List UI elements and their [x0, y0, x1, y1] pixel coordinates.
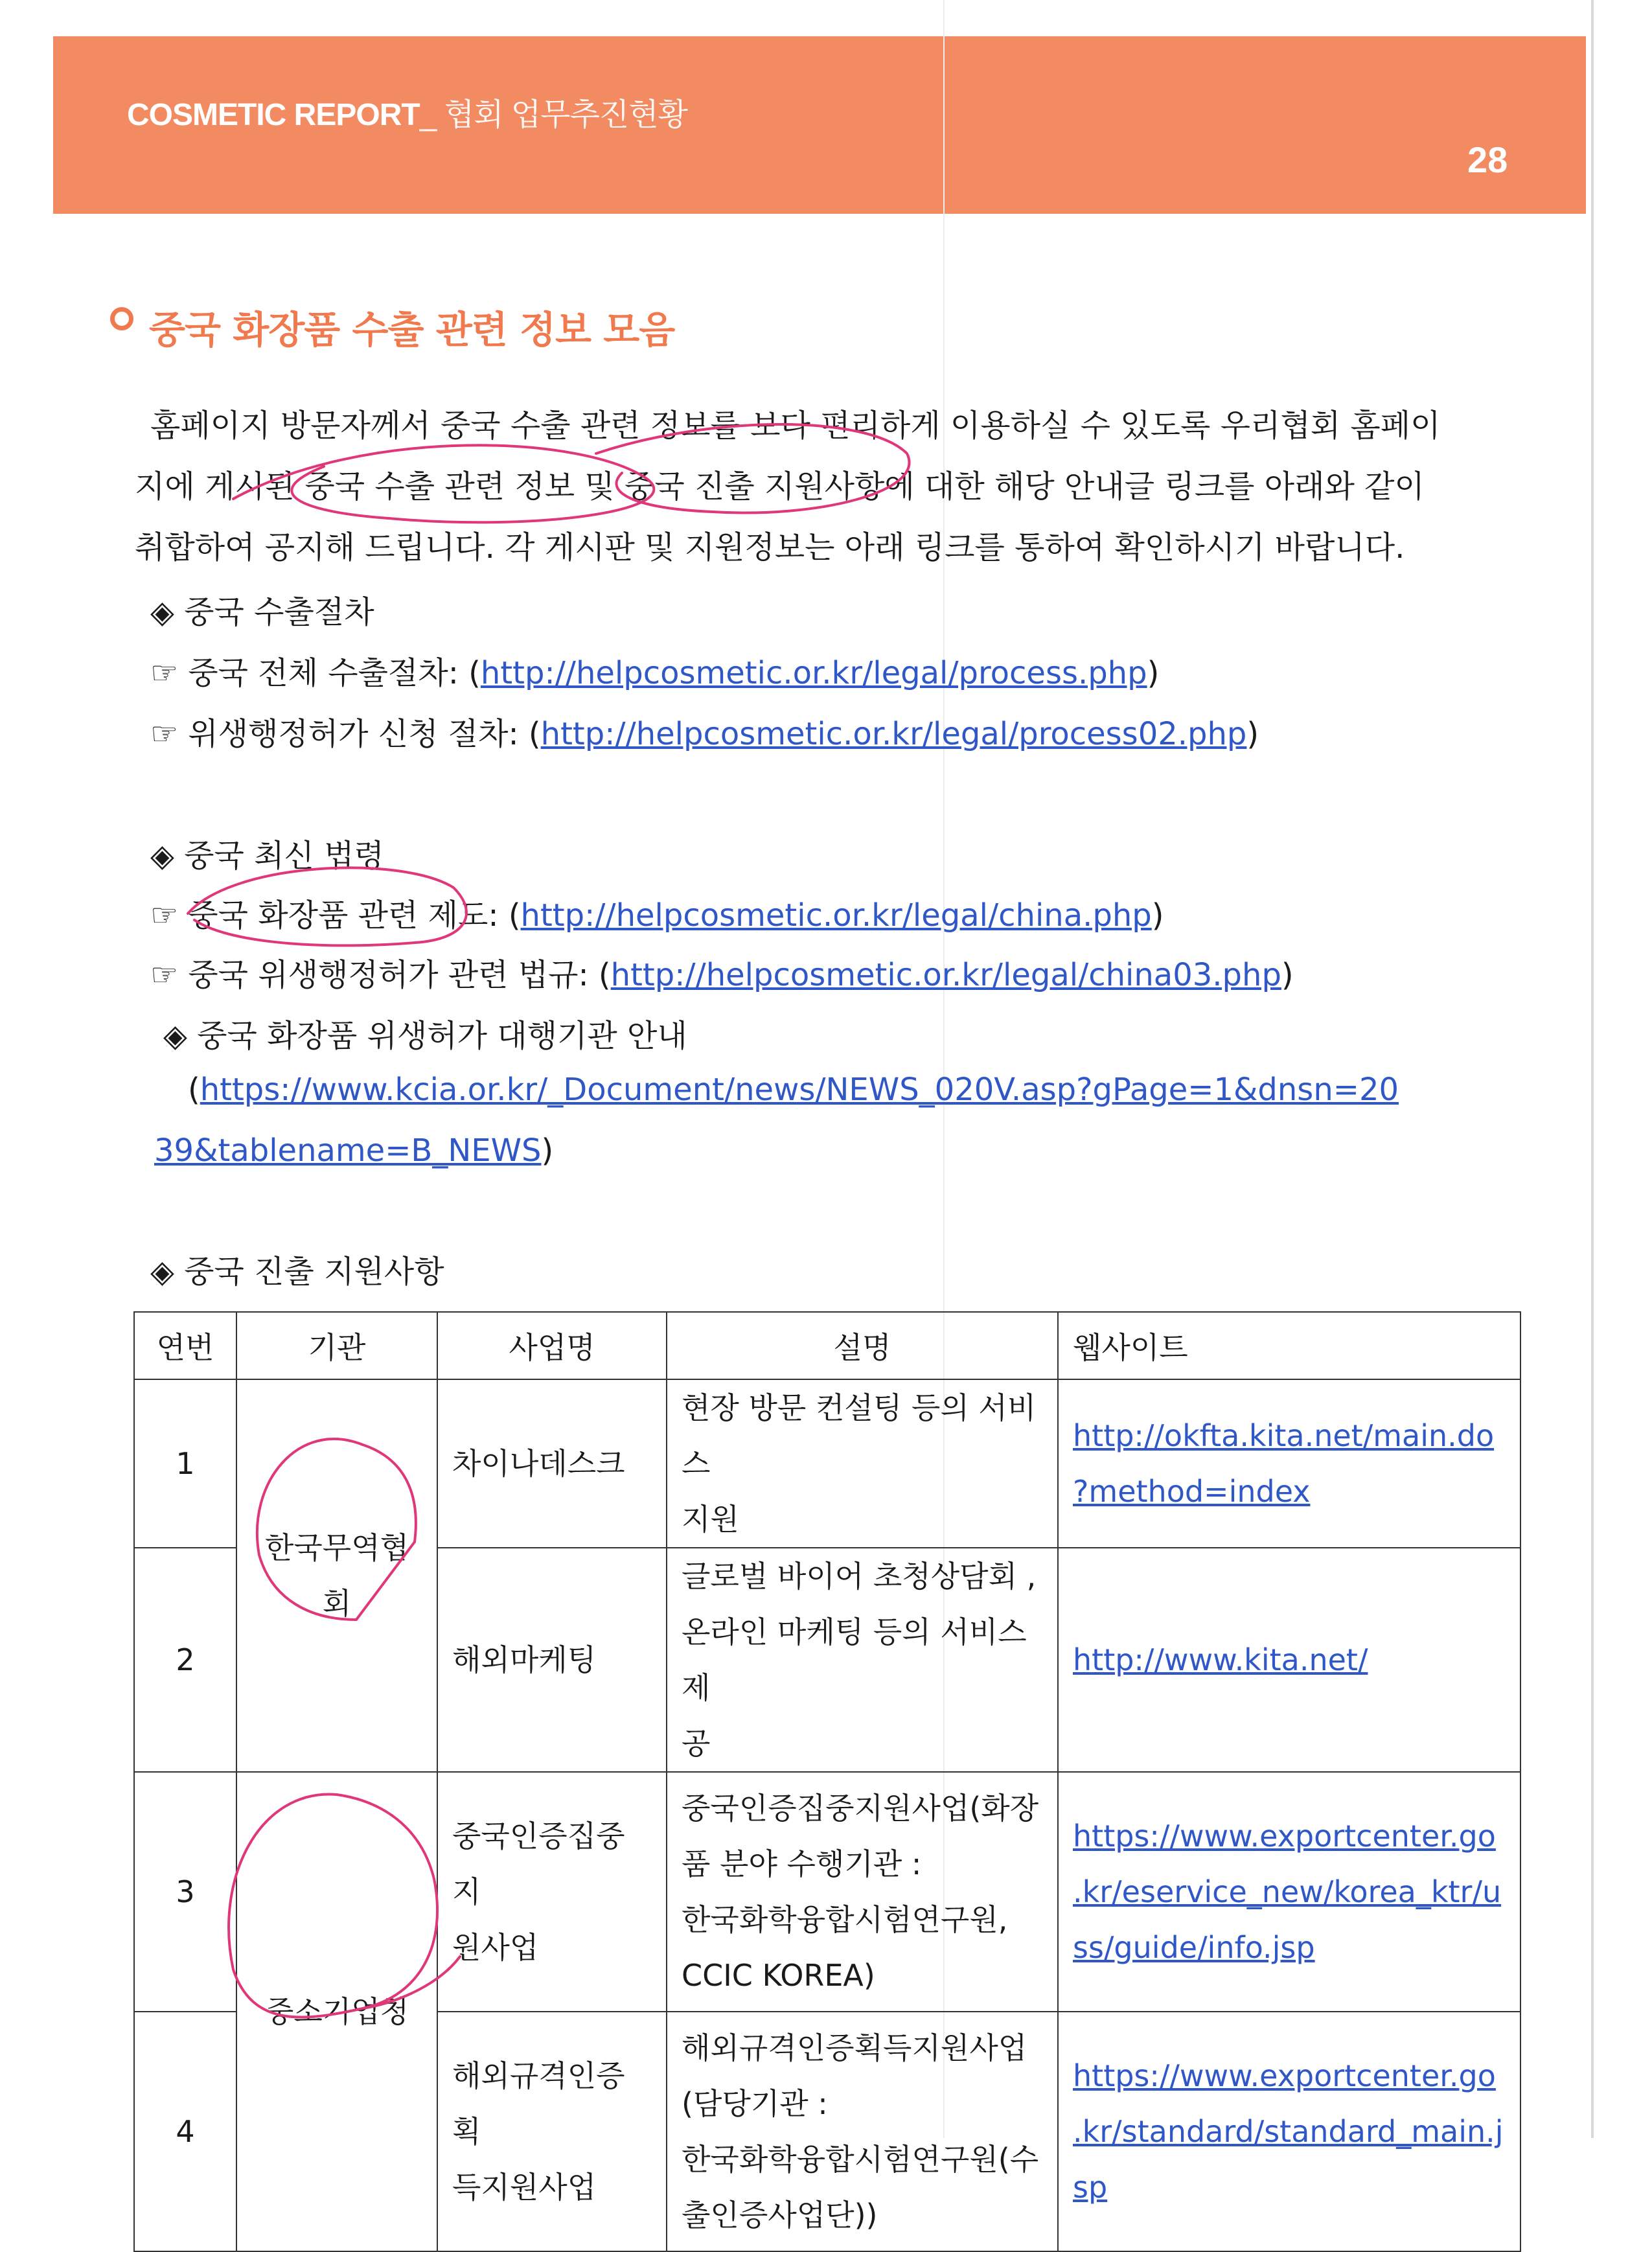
kcia-news-link-cont[interactable]: 39&tablename=B_NEWS: [154, 1132, 542, 1169]
item-label: 중국 위생행정허가 관련 법규: (: [188, 957, 611, 993]
intro-line: 지에 게시된 중국 수출 관련 정보 및 중국 진출 지원사항에 대한 해당 안내글 링크를 아래와 같이: [135, 468, 1425, 505]
exportcenter-standard-link-cont[interactable]: .kr/standard/standard_main.j: [1073, 2114, 1504, 2149]
kcia-news-link[interactable]: https://www.kcia.or.kr/_Document/news/NEWS_020V.asp?gPage=1&dnsn=20: [200, 1072, 1399, 1108]
program-line: 해외규격인증획: [452, 2058, 625, 2149]
agency-open: (: [188, 1072, 200, 1108]
section-title: 중국 화장품 수출 관련 정보 모음: [149, 308, 675, 352]
china-law-link[interactable]: http://helpcosmetic.or.kr/legal/china.php: [520, 897, 1152, 934]
item-label: 중국 화장품 관련 제도: (: [188, 897, 521, 934]
desc-line: 지원: [682, 1502, 739, 1537]
item-close: ): [1151, 897, 1164, 934]
exportcenter-cert-link[interactable]: https://www.exportcenter.go: [1073, 1819, 1496, 1854]
china03-link[interactable]: http://helpcosmetic.or.kr/legal/china03.php: [610, 957, 1281, 993]
pointing-hand-icon: ☞: [150, 897, 179, 934]
row-number: 1: [134, 1379, 236, 1548]
pen-underline-mark: [233, 445, 654, 522]
pointing-hand-icon: ☞: [150, 716, 179, 752]
program-line: 중국인증집중지: [452, 1819, 625, 1909]
process-link[interactable]: http://helpcosmetic.or.kr/legal/process.php: [480, 655, 1147, 691]
program-line: 원사업: [452, 1930, 539, 1965]
pen-circle-mark: [188, 867, 466, 945]
exportcenter-standard-link[interactable]: https://www.exportcenter.go: [1073, 2058, 1496, 2093]
column-header: 설명: [667, 1312, 1058, 1379]
desc-line: (담당기관 :: [682, 2086, 828, 2121]
report-section: _ 협회 업무추진현황: [419, 98, 687, 132]
desc-line: 한국화학융합시험연구원(수: [682, 2142, 1039, 2177]
desc-line: 공: [682, 1726, 711, 1761]
agency-guide-heading: ◈ 중국 화장품 위생허가 대행기관 안내: [163, 1018, 687, 1054]
desc-line: 해외규격인증획득지원사업: [682, 2030, 1027, 2065]
org-cell: 한국무역협회: [236, 1379, 437, 1772]
desc-line: 중국인증집중지원사업(화장: [682, 1791, 1039, 1826]
item-label: 중국 전체 수출절차: (: [188, 655, 481, 691]
report-name: COSMETIC REPORT: [127, 98, 420, 132]
exportcenter-cert-link-cont[interactable]: ss/guide/info.jsp: [1073, 1930, 1315, 1965]
column-header: 연번: [134, 1312, 236, 1379]
export-procedure-heading: ◈ 중국 수출절차: [150, 594, 374, 630]
program-line: 득지원사업: [452, 2170, 597, 2205]
desc-line: 온라인 마케팅 등의 서비스 제: [682, 1614, 1027, 1705]
item-close: ): [1246, 716, 1259, 752]
pen-circle-mark: [229, 1794, 437, 2017]
intro-line: 취합하여 공지해 드립니다. 각 게시판 및 지원정보는 아래 링크를 통하여 확인하시기 바랍니다.: [135, 529, 1405, 566]
item-label: 위생행정허가 신청 절차: (: [188, 716, 541, 752]
pointing-hand-icon: ☞: [150, 655, 179, 691]
row-number: 2: [134, 1548, 236, 1772]
row-number: 3: [134, 1772, 236, 2012]
item-close: ): [1147, 655, 1160, 691]
desc-line: CCIC KOREA): [682, 1958, 875, 1993]
latest-law-heading: ◈ 중국 최신 법령: [150, 838, 384, 874]
pointing-hand-icon: ☞: [150, 957, 179, 993]
agency-close: ): [541, 1132, 554, 1169]
pen-circle-mark: [257, 1439, 416, 1620]
pen-underline-mark: [596, 424, 909, 513]
desc-line: 현장 방문 컨설팅 등의 서비스: [682, 1390, 1037, 1481]
desc-line: 글로벌 바이어 초청상담회 ,: [682, 1559, 1037, 1594]
kita-link[interactable]: http://www.kita.net/: [1073, 1642, 1368, 1677]
desc-line: 출인증사업단)): [682, 2198, 878, 2233]
exportcenter-standard-link-cont[interactable]: sp: [1073, 2170, 1108, 2205]
org-cell: 중소기업청: [236, 1772, 437, 2251]
process02-link[interactable]: http://helpcosmetic.or.kr/legal/process02.php: [540, 716, 1247, 752]
column-header: 기관: [236, 1312, 437, 1379]
support-heading: ◈ 중국 진출 지원사항: [150, 1254, 444, 1290]
column-header: 웹사이트: [1058, 1312, 1520, 1379]
okfta-link[interactable]: http://okfta.kita.net/main.do: [1073, 1418, 1495, 1453]
desc-line: 한국화학융합시험연구원,: [682, 1902, 1008, 1937]
item-close: ): [1281, 957, 1294, 993]
column-header: 사업명: [437, 1312, 667, 1379]
exportcenter-cert-link-cont[interactable]: .kr/eservice_new/korea_ktr/u: [1073, 1874, 1502, 1909]
program-cell: 해외마케팅: [437, 1548, 667, 1772]
program-cell: 차이나데스크: [437, 1379, 667, 1548]
page-number: 28: [1467, 139, 1508, 180]
desc-line: 품 분야 수행기관 :: [682, 1846, 922, 1881]
okfta-link-cont[interactable]: ?method=index: [1073, 1474, 1311, 1509]
row-number: 4: [134, 2012, 236, 2251]
intro-line: 홈페이지 방문자께서 중국 수출 관련 정보를 보다 편리하게 이용하실 수 있도록 우리협회 홈페이: [150, 408, 1441, 444]
